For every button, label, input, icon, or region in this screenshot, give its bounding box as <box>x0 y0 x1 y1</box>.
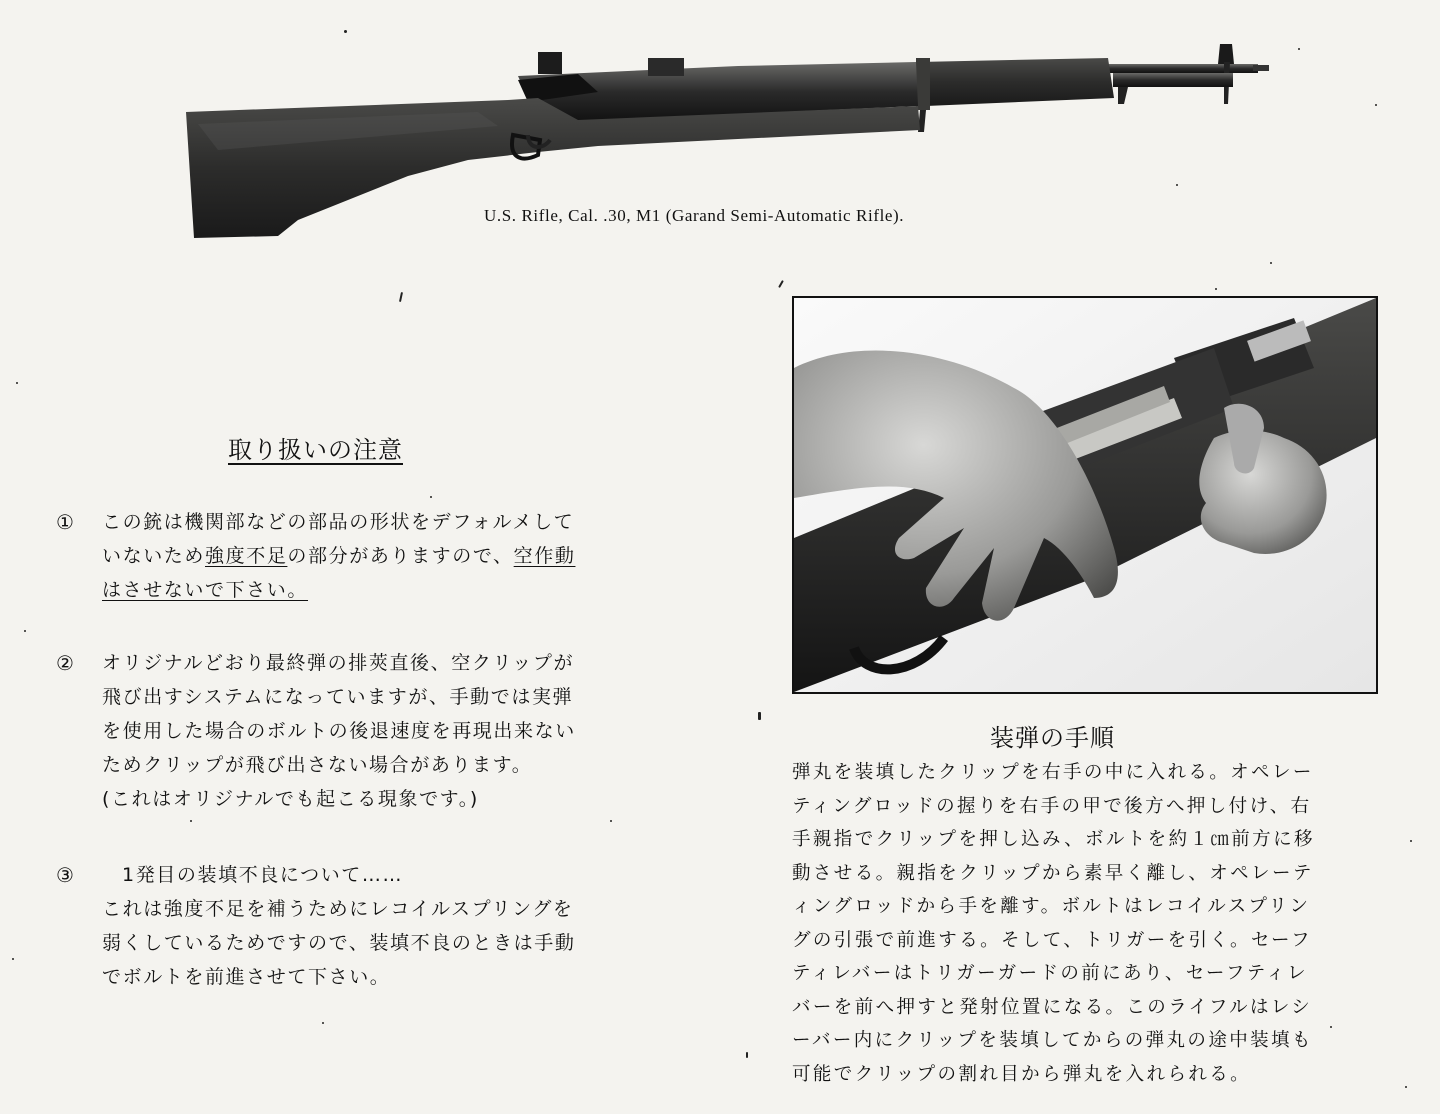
speck <box>1375 104 1377 106</box>
text-line: この銃は機関部などの部品の形状をデフォルメして <box>102 511 575 533</box>
text-line: 弾丸を装填したクリップを右手の中に入れる。オペレー <box>792 762 1314 783</box>
speck <box>1410 840 1412 842</box>
loading-photo-illustration <box>794 298 1376 692</box>
text-line: でボルトを前進させて下さい。 <box>102 966 391 988</box>
text-line: 飛び出すシステムになっていますが、手動では実弾 <box>102 686 574 708</box>
text-line: グの引張で前進する。そして、トリガーを引く。セーフ <box>792 929 1312 951</box>
loading-instructions <box>792 756 1392 1091</box>
text-line <box>102 539 622 573</box>
underlined-text: はさせないで下さい。 <box>102 579 309 601</box>
loading-photo <box>792 296 1378 694</box>
speck <box>610 820 612 822</box>
speck <box>1270 262 1272 264</box>
text-segment: いないため <box>102 545 206 567</box>
caution-item-text <box>102 646 622 816</box>
text-line: オリジナルどおり最終弾の排莢直後、空クリップが <box>102 652 575 674</box>
text-line: 動させる。親指をクリップから素早く離し、オペレーテ <box>792 862 1314 884</box>
speck <box>430 496 432 498</box>
speck <box>190 820 192 822</box>
text-line: バーを前へ押すと発射位置になる。このライフルはレシ <box>792 996 1313 1018</box>
speck <box>758 712 761 720</box>
speck <box>778 280 784 288</box>
text-line: 可能でクリップの割れ目から弾丸を入れられる。 <box>792 1063 1252 1085</box>
speck <box>24 630 26 632</box>
item-number: ① <box>56 510 76 534</box>
speck <box>1298 48 1300 50</box>
item-number: ② <box>56 651 76 675</box>
text-line: ためクリップが飛び出さない場合があります。 <box>102 754 533 776</box>
caution-item-text <box>102 858 622 994</box>
speck <box>322 1022 324 1024</box>
speck <box>746 1052 748 1058</box>
underlined-text: 空作動 <box>513 545 576 567</box>
rifle-caption: U.S. Rifle, Cal. .30, M1 (Garand Semi-Automatic Rifle). <box>484 206 905 225</box>
caution-item-text <box>102 505 622 607</box>
text-line <box>102 573 622 607</box>
text-line: ーバー内にクリップを装填してからの弾丸の途中装填も <box>792 1030 1313 1051</box>
text-line: これは強度不足を補うためにレコイルスプリングを <box>102 898 574 920</box>
speck <box>399 292 403 302</box>
speck <box>1215 288 1217 290</box>
underlined-text: 強度不足 <box>205 545 288 567</box>
text-line: ティングロッドの握りを右手の甲で後方へ押し付け、右 <box>792 795 1312 817</box>
text-line: を使用した場合のボルトの後退速度を再現出来ない <box>102 720 576 742</box>
text-line: 弱くしているためですので、装填不良のときは手動 <box>102 932 576 954</box>
text-line: 1発目の装填不良について…… <box>122 864 404 886</box>
speck <box>344 30 347 33</box>
text-segment: の部分がありますので、 <box>287 545 514 567</box>
speck <box>1405 1086 1407 1088</box>
speck <box>16 382 18 384</box>
text-line: ティレバーはトリガーガードの前にあり、セーフティレ <box>792 963 1309 984</box>
text-line: (これはオリジナルでも起こる現象です。) <box>102 788 479 810</box>
loading-title: 装弾の手順 <box>990 724 1115 752</box>
caution-title: 取り扱いの注意 <box>228 436 403 464</box>
speck <box>12 958 14 960</box>
text-line: ィングロッドから手を離す。ボルトはレコイルスプリン <box>792 896 1311 917</box>
item-number: ③ <box>56 863 76 887</box>
text-line: 手親指でクリップを押し込み、ボルトを約１㎝前方に移 <box>792 829 1315 850</box>
